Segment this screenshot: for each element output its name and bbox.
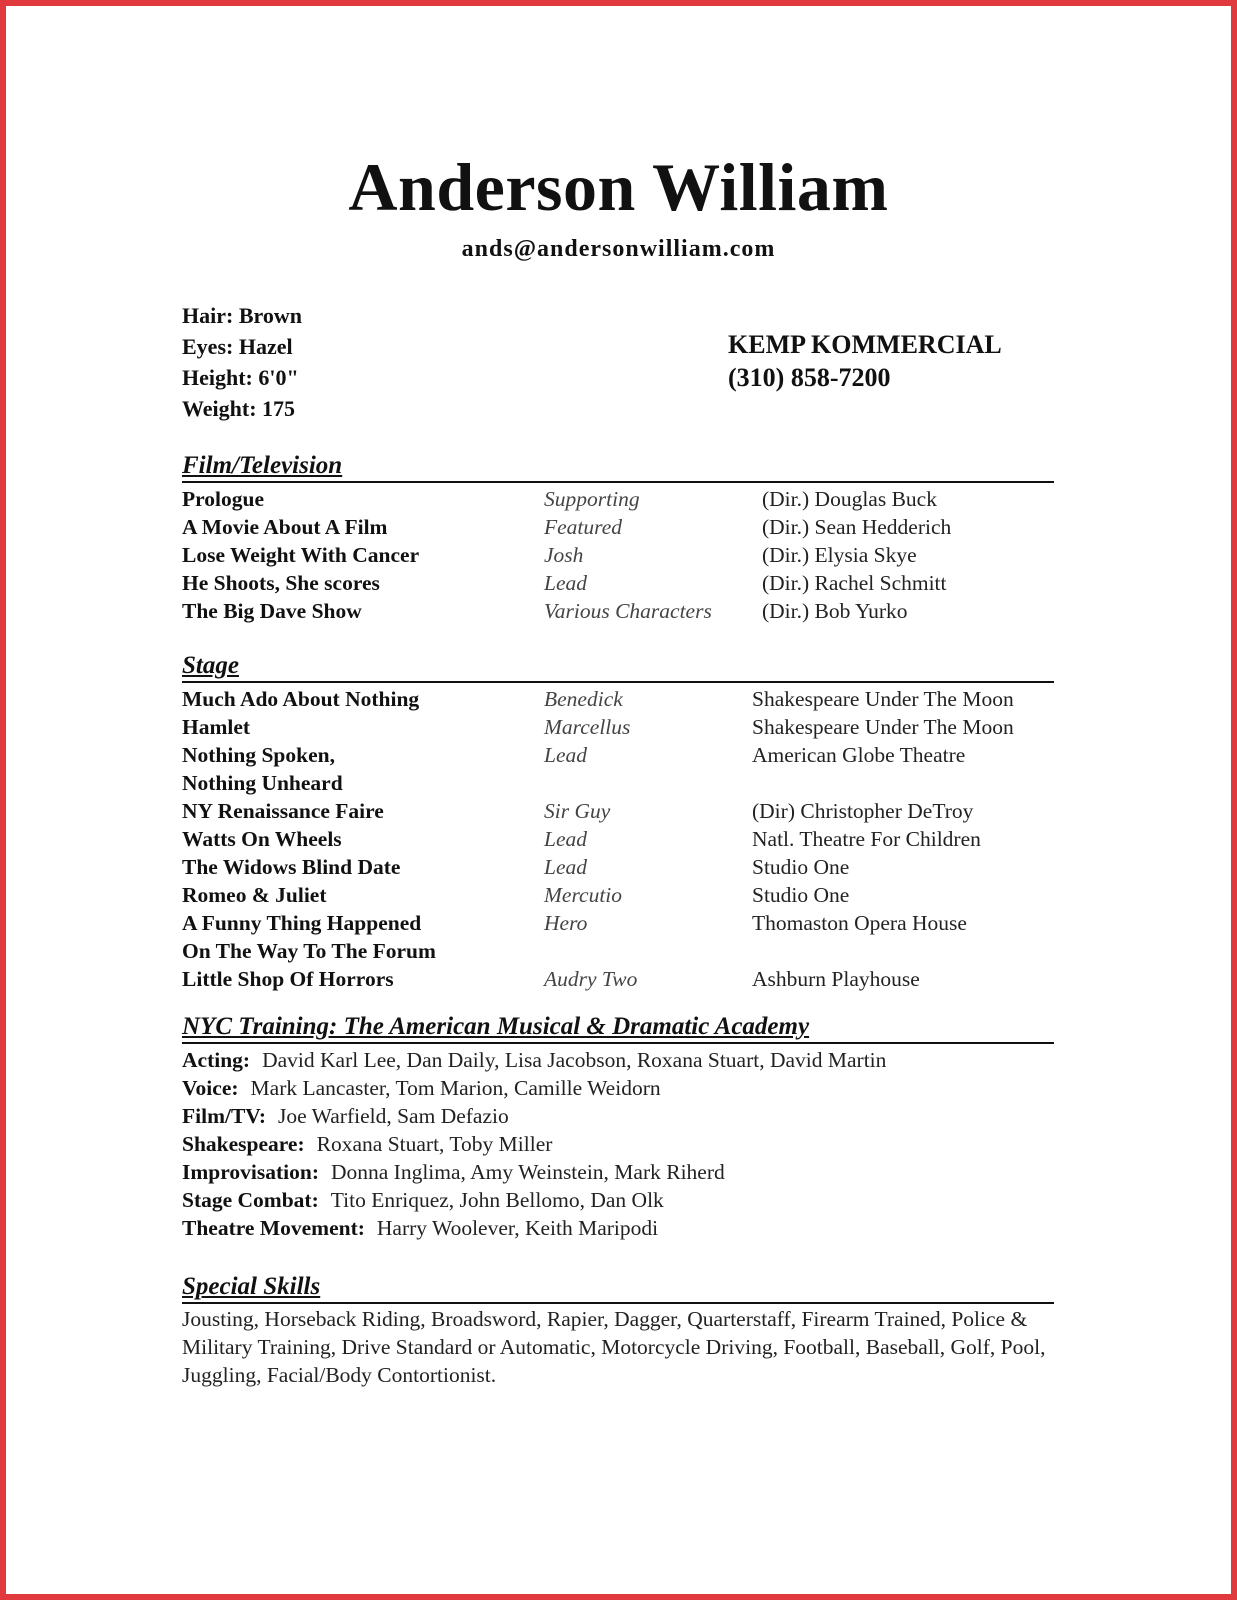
stat-hair: Hair: Brown	[182, 303, 302, 328]
credit-director: (Dir.) Elysia Skye	[762, 543, 917, 567]
training-label: Film/TV:	[182, 1104, 267, 1128]
credit-director: (Dir.) Rachel Schmitt	[762, 571, 947, 595]
stat-eyes: Eyes: Hazel	[182, 334, 293, 359]
training-label: Improvisation:	[182, 1160, 319, 1184]
credit-title: On The Way To The Forum	[182, 939, 436, 963]
section-heading-training: NYC Training: The American Musical & Dramatic Academy	[182, 1012, 1054, 1044]
credit-title: The Widows Blind Date	[182, 855, 401, 879]
film-credits	[182, 485, 1054, 625]
credit-role: Lead	[544, 571, 587, 595]
credit-title: The Big Dave Show	[182, 599, 362, 623]
credit-row	[182, 881, 1054, 909]
training-label: Theatre Movement:	[182, 1216, 365, 1240]
credit-venue: Thomaston Opera House	[752, 911, 967, 935]
agency-phone: (310) 858-7200	[728, 363, 891, 392]
credit-row	[182, 713, 1054, 741]
skills-text: Jousting, Horseback Riding, Broadsword, Rapier, Dagger, Quarterstaff, Firearm Trained, Police & Military Training, Drive Standard or Automatic, Motorcycle Driving, Football, Baseball, Golf, Pool, Juggling, Facial/Body Contortionist.	[182, 1307, 1046, 1387]
training-label: Stage Combat:	[182, 1188, 319, 1212]
email-link[interactable]: ands@andersonwilliam.com	[461, 236, 776, 262]
credit-title: Lose Weight With Cancer	[182, 543, 420, 567]
credit-role: Lead	[544, 855, 587, 879]
section-heading-stage: Stage	[182, 651, 1054, 683]
agency-name: KEMP KOMMERCIAL	[728, 330, 1002, 359]
credit-title: Romeo & Juliet	[182, 883, 327, 907]
credit-row	[182, 685, 1054, 713]
section-heading-film: Film/Television	[182, 451, 1054, 483]
credit-title: NY Renaissance Faire	[182, 799, 384, 823]
training-row	[182, 1214, 886, 1242]
credit-role: Audry Two	[544, 967, 638, 991]
credit-role: Featured	[544, 515, 623, 539]
training-label: Voice:	[182, 1076, 239, 1100]
credit-title: He Shoots, She scores	[182, 571, 380, 595]
credit-row	[182, 569, 1054, 597]
credit-venue: American Globe Theatre	[752, 743, 966, 767]
credit-role: Marcellus	[544, 715, 631, 739]
credit-row	[182, 597, 1054, 625]
credit-venue: (Dir) Christopher DeTroy	[752, 799, 974, 823]
training-label: Acting:	[182, 1048, 251, 1072]
credit-role: Supporting	[544, 487, 640, 511]
training-value: David Karl Lee, Dan Daily, Lisa Jacobson, Roxana Stuart, David Martin	[262, 1048, 887, 1072]
credit-role: Lead	[544, 827, 587, 851]
credit-venue: Shakespeare Under The Moon	[752, 715, 1014, 739]
credit-title: Nothing Spoken,	[182, 743, 335, 767]
credit-role: Hero	[544, 911, 588, 935]
training-value: Mark Lancaster, Tom Marion, Camille Weidorn	[250, 1076, 661, 1100]
training-value: Roxana Stuart, Toby Miller	[316, 1132, 553, 1156]
credit-row	[182, 797, 1054, 825]
credit-title: A Movie About A Film	[182, 515, 388, 539]
training-row	[182, 1102, 886, 1130]
credit-role: Benedick	[544, 687, 623, 711]
credit-role: Lead	[544, 743, 587, 767]
credit-title: Little Shop Of Horrors	[182, 967, 394, 991]
credit-role: Sir Guy	[544, 799, 611, 823]
training-row	[182, 1074, 886, 1102]
section-heading-skills: Special Skills	[182, 1272, 1054, 1304]
agency-block	[728, 328, 1002, 394]
stat-height: Height: 6'0"	[182, 365, 299, 390]
credit-row	[182, 825, 1054, 853]
physical-stats	[182, 300, 302, 424]
credit-venue: Studio One	[752, 883, 850, 907]
credit-director: (Dir.) Douglas Buck	[762, 487, 937, 511]
training-row	[182, 1186, 886, 1214]
credit-title: Nothing Unheard	[182, 771, 343, 795]
credit-title: Prologue	[182, 487, 265, 511]
credit-title: Much Ado About Nothing	[182, 687, 420, 711]
credit-row	[182, 853, 1054, 881]
stage-credits	[182, 685, 1054, 993]
credit-role: Various Characters	[544, 599, 712, 623]
credit-role: Josh	[544, 543, 584, 567]
credit-row	[182, 937, 1054, 965]
credit-row	[182, 541, 1054, 569]
training-value: Tito Enriquez, John Bellomo, Dan Olk	[330, 1188, 664, 1212]
training-value: Harry Woolever, Keith Maripodi	[376, 1216, 659, 1240]
training-row	[182, 1046, 886, 1074]
credit-title: Watts On Wheels	[182, 827, 342, 851]
credit-row	[182, 741, 1054, 769]
credit-row	[182, 769, 1054, 797]
credit-director: (Dir.) Bob Yurko	[762, 599, 908, 623]
training-value: Donna Inglima, Amy Weinstein, Mark Riherd	[330, 1160, 725, 1184]
credit-row	[182, 909, 1054, 937]
credit-venue: Studio One	[752, 855, 850, 879]
actor-name: Anderson William	[348, 149, 889, 225]
credit-title: Hamlet	[182, 715, 251, 739]
training-row	[182, 1158, 886, 1186]
credit-row	[182, 965, 1054, 993]
stat-weight: Weight: 175	[182, 396, 296, 421]
training-label: Shakespeare:	[182, 1132, 305, 1156]
credit-title: A Funny Thing Happened	[182, 911, 422, 935]
credit-venue: Natl. Theatre For Children	[752, 827, 981, 851]
credit-row	[182, 513, 1054, 541]
training-value: Joe Warfield, Sam Defazio	[278, 1104, 509, 1128]
credit-venue: Shakespeare Under The Moon	[752, 687, 1014, 711]
credit-role: Mercutio	[544, 883, 623, 907]
training-row	[182, 1130, 886, 1158]
training-list	[182, 1046, 886, 1242]
credit-row	[182, 485, 1054, 513]
credit-director: (Dir.) Sean Hedderich	[762, 515, 952, 539]
credit-venue: Ashburn Playhouse	[752, 967, 920, 991]
